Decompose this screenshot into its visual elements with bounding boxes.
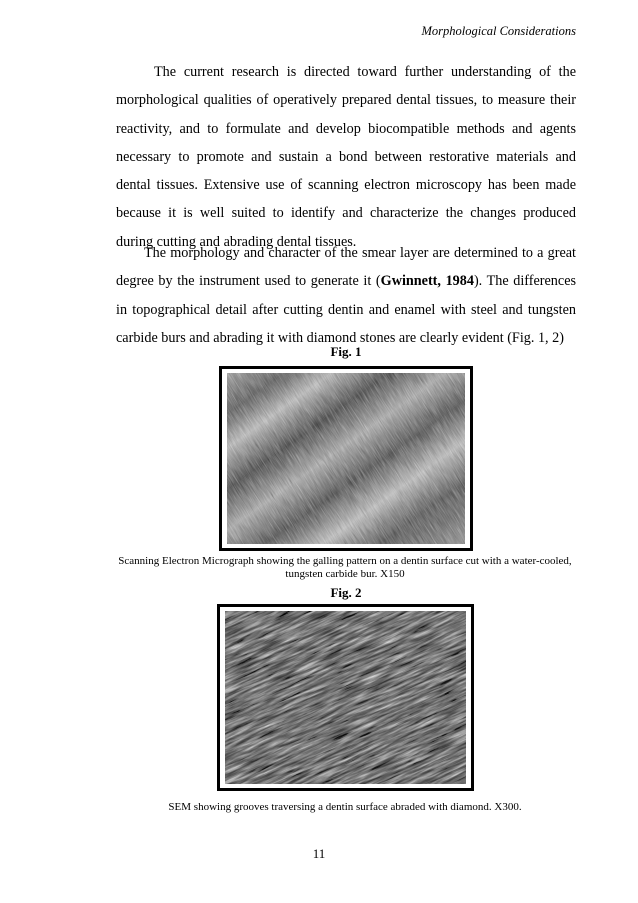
paragraph-2-text-after: ). The differences in topographical detail after cutting dentin and enamel with steel and tungsten carbide burs and abrading it with diamond stones are clearly evident (Fig. 1, 2) [116,273,577,346]
figure-2-label: Fig. 2 [330,585,362,600]
figure-2-micrograph [225,611,466,784]
paragraph-2-text-before: The morphology and character of the smear layer are determined to a great degree by the instrument used to generate it ( [116,245,576,290]
figure-2-frame [217,604,474,791]
figure-1-micrograph [227,373,465,544]
page-number: 11 [312,846,326,861]
figure-2-caption: SEM showing grooves traversing a dentin surface abraded with diamond. X300. [168,801,522,813]
paragraph-1 [116,58,576,256]
paragraph-2 [116,239,576,352]
citation: Gwinnett, 1984 [380,273,474,290]
figure-1-frame [219,366,473,551]
figure-1-label: Fig. 1 [330,344,362,359]
running-header: Morphological Considerations [421,24,576,38]
paragraph-1-text: The current research is directed toward further understanding of the morphological qualities of operatively prepared dental tissues, to measure their reactivity, and to formulate and develop biocompatible methods and agents necessary to promote and sustain a bond between restorative materials and dental tissues. Extensive use of scanning electron microscopy has been made because it is well suited to identify and characterize the changes produced during cutting and abrading dental tissues. [116,64,576,250]
figure-1-caption: Scanning Electron Micrograph showing the galling pattern on a dentin surface cut with a water-cooled, tungsten carbide bur. X150 [118,555,572,580]
